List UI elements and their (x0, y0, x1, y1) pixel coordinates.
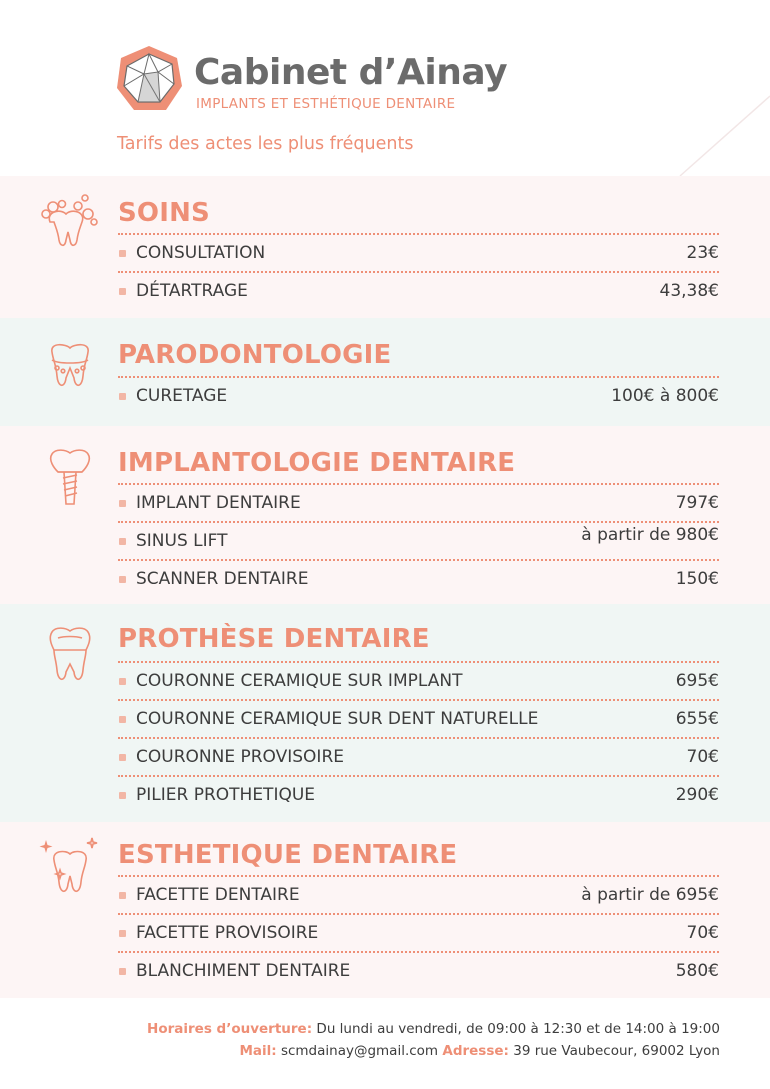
row-price: à partir de 695€ (581, 885, 719, 905)
row-price: 797€ (675, 493, 719, 513)
row-label: CONSULTATION (136, 243, 266, 263)
tagline: Tarifs des actes les plus fréquents (117, 134, 414, 154)
price-row (118, 699, 719, 737)
row-price: 695€ (675, 671, 719, 691)
row-label: SINUS LIFT (136, 531, 228, 551)
tooth-implant-icon (38, 446, 102, 510)
mail-link[interactable]: scmdainay@gmail.com (280, 1043, 439, 1059)
footer-hours-line (147, 1018, 720, 1040)
row-label: COURONNE PROVISOIRE (136, 747, 344, 767)
price-list (118, 483, 719, 597)
section-title: SOINS (118, 198, 210, 228)
price-list (118, 661, 719, 813)
row-label: IMPLANT DENTAIRE (136, 493, 301, 513)
price-row (118, 913, 719, 951)
section-parodontologie (0, 318, 770, 426)
price-list (118, 233, 719, 309)
address-label: Adresse: (442, 1043, 509, 1059)
row-label: PILIER PROTHETIQUE (136, 785, 316, 805)
faceted-gem-logo-icon (114, 44, 184, 114)
row-price: 655€ (675, 709, 719, 729)
mail-label: Mail: (239, 1043, 277, 1059)
price-row (118, 521, 719, 559)
footer (147, 1018, 720, 1062)
price-list (118, 875, 719, 989)
header (0, 0, 770, 176)
tooth-gum-icon (38, 338, 102, 402)
row-label: DÉTARTRAGE (136, 281, 248, 301)
row-price: à partir de 980€ (581, 525, 719, 545)
row-price: 290€ (675, 785, 719, 805)
price-row (118, 559, 719, 597)
address-value: 39 rue Vaubecour, 69002 Lyon (513, 1043, 720, 1059)
row-price: 23€ (686, 243, 719, 263)
price-list (118, 376, 719, 414)
sparkling-tooth-icon (38, 836, 102, 900)
bullet-icon (119, 576, 126, 583)
price-row (118, 875, 719, 913)
price-row (118, 233, 719, 271)
row-label: BLANCHIMENT DENTAIRE (136, 961, 351, 981)
row-price: 70€ (686, 747, 719, 767)
section-implantologie (0, 426, 770, 604)
tooth-cleaning-icon (38, 192, 102, 256)
row-price: 580€ (675, 961, 719, 981)
row-price: 43,38€ (659, 281, 719, 301)
price-row (118, 737, 719, 775)
section-esthetique (0, 822, 770, 998)
bullet-icon (119, 288, 126, 295)
brand-name: Cabinet d’Ainay (194, 52, 508, 93)
bullet-icon (119, 678, 126, 685)
tooth-crown-icon (38, 624, 102, 688)
row-label: CURETAGE (136, 386, 228, 406)
bullet-icon (119, 930, 126, 937)
bullet-icon (119, 792, 126, 799)
section-title: PARODONTOLOGIE (118, 340, 392, 370)
hours-value: Du lundi au vendredi, de 09:00 à 12:30 et de 14:00 à 19:00 (316, 1021, 720, 1037)
bullet-icon (119, 538, 126, 545)
price-row (118, 951, 719, 989)
section-title: PROTHÈSE DENTAIRE (118, 624, 430, 654)
row-label: SCANNER DENTAIRE (136, 569, 309, 589)
hours-label: Horaires d’ouverture: (147, 1021, 313, 1037)
price-row (118, 483, 719, 521)
price-row (118, 661, 719, 699)
row-price: 70€ (686, 923, 719, 943)
bullet-icon (119, 250, 126, 257)
bullet-icon (119, 892, 126, 899)
section-title: IMPLANTOLOGIE DENTAIRE (118, 448, 516, 478)
row-label: FACETTE PROVISOIRE (136, 923, 319, 943)
price-row (118, 376, 719, 414)
brand-subtitle: IMPLANTS ET ESTHÉTIQUE DENTAIRE (196, 96, 456, 112)
bullet-icon (119, 754, 126, 761)
bullet-icon (119, 393, 126, 400)
section-title: ESTHETIQUE DENTAIRE (118, 840, 458, 870)
row-label: COURONNE CERAMIQUE SUR DENT NATURELLE (136, 709, 539, 729)
section-prothese (0, 604, 770, 822)
row-price: 150€ (675, 569, 719, 589)
bullet-icon (119, 716, 126, 723)
price-row (118, 271, 719, 309)
row-label: FACETTE DENTAIRE (136, 885, 300, 905)
bullet-icon (119, 968, 126, 975)
footer-contact-line (147, 1040, 720, 1062)
section-soins (0, 176, 770, 318)
bullet-icon (119, 500, 126, 507)
row-label: COURONNE CERAMIQUE SUR IMPLANT (136, 671, 463, 691)
price-row (118, 775, 719, 813)
row-price: 100€ à 800€ (611, 386, 719, 406)
